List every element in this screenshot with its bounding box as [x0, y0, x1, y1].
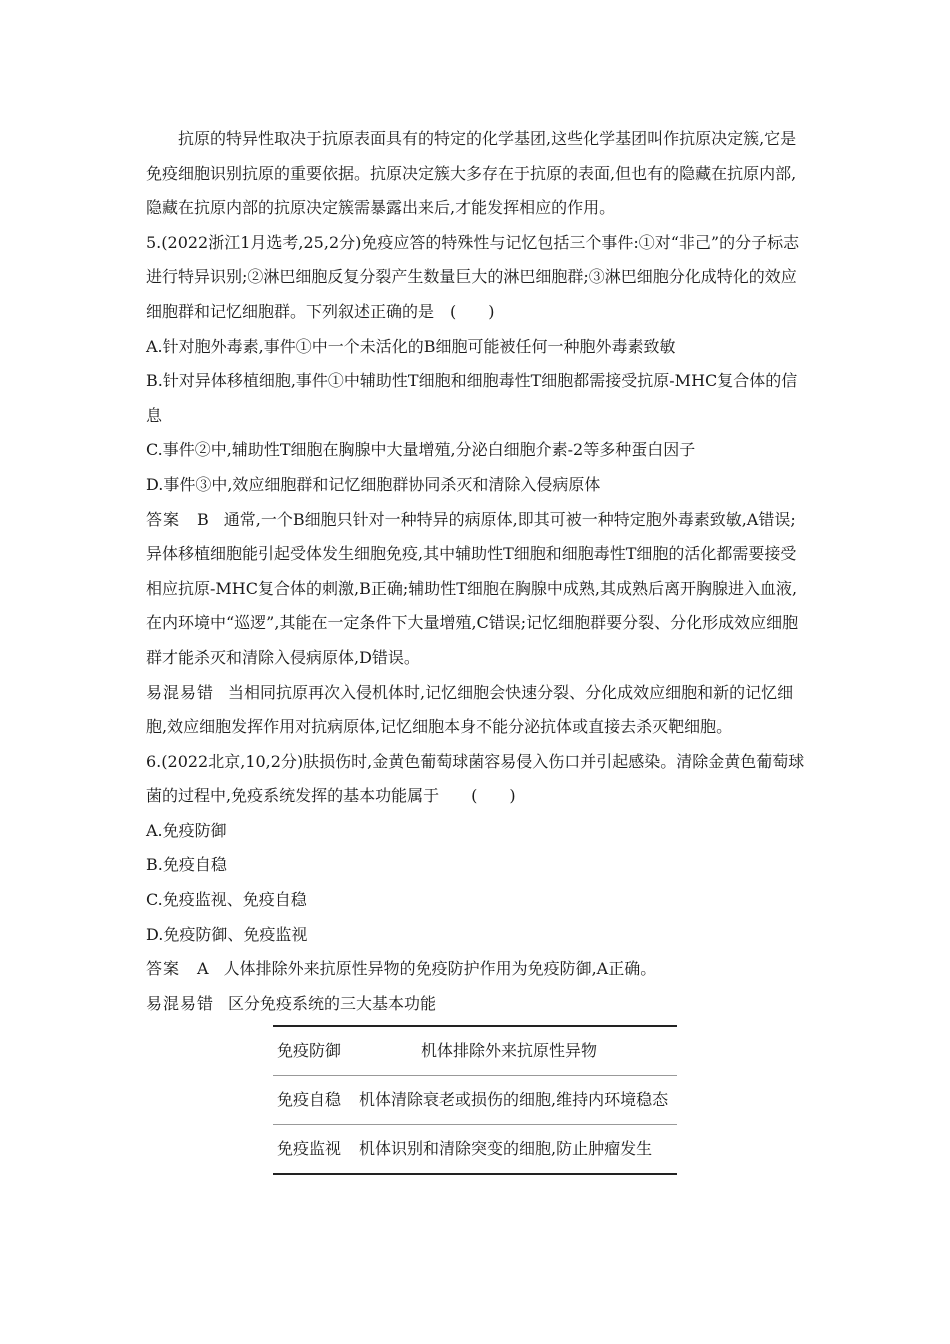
table-cell-function: 免疫防御 [273, 1026, 355, 1076]
q6-answer-label: 答案 A [146, 959, 210, 979]
q6-answer [146, 952, 806, 987]
q6-option-c: C.免疫监视、免疫自稳 [146, 890, 307, 910]
q6-option-b: B.免疫自稳 [146, 855, 227, 875]
document-page [146, 122, 806, 1175]
table-cell-description: 机体排除外来抗原性异物 [355, 1026, 677, 1076]
q5-option-d: D.事件③中,效应细胞群和记忆细胞群协同杀灭和清除入侵病原体 [146, 474, 601, 494]
q5-tip-label: 易混易错 [146, 682, 215, 702]
q6-tip-text: 区分免疫系统的三大基本功能 [228, 993, 437, 1013]
q5-answer [146, 503, 806, 676]
q5-tip-text: 当相同抗原再次入侵机体时,记忆细胞会快速分裂、分化成效应细胞和新的记忆细胞,效应细胞发挥作用对抗病原体,记忆细胞本身不能分泌抗体或直接去杀灭靶细胞。 [146, 682, 794, 737]
table-row [273, 1125, 677, 1175]
q6-tip [146, 987, 806, 1022]
q6-option-d: D.免疫防御、免疫监视 [146, 924, 308, 944]
q6-option-a: A.免疫防御 [146, 820, 227, 840]
q5-answer-text: 通常,一个B细胞只针对一种特异的病原体,即其可被一种特定胞外毒素致敏,A错误;异体移植细胞能引起受体发生细胞免疫,其中辅助性T细胞和细胞毒性T细胞的活化都需要接受相应抗原-MHC复合体的刺激,B正确;辅助性T细胞在胸腺中成熟,其成熟后离开胸腺进入血液,在内环境中“巡逻”,其能在一定条件下大量增殖,C错误;记忆细胞群要分裂、分化形成效应细胞群才能杀灭和清除入侵病原体,D错误。 [146, 509, 799, 667]
immune-function-table [273, 1025, 677, 1175]
table-cell-function: 免疫监视 [273, 1125, 355, 1175]
q6-tip-label: 易混易错 [146, 993, 215, 1013]
q5-tip [146, 676, 806, 745]
q6-stem: 6.(2022北京,10,2分)肤损伤时,金黄色葡萄球菌容易侵入伤口并引起感染。清除金黄色葡萄球菌的过程中,免疫系统发挥的基本功能属于 ( ) [146, 751, 805, 806]
table-row [273, 1026, 677, 1076]
q5-stem: 5.(2022浙江1月选考,25,2分)免疫应答的特殊性与记忆包括三个事件:①对“非己”的分子标志进行特异识别;②淋巴细胞反复分裂产生数量巨大的淋巴细胞群;③淋巴细胞分化成特化的效应细胞群和记忆细胞群。下列叙述正确的是 ( ) [146, 232, 800, 321]
table-cell-description: 机体识别和清除突变的细胞,防止肿瘤发生 [355, 1125, 677, 1175]
q5-option-b: B.针对异体移植细胞,事件①中辅助性T细胞和细胞毒性T细胞都需接受抗原-MHC复合体的信息 [146, 371, 798, 425]
q5-option-c: C.事件②中,辅助性T细胞在胸腺中大量增殖,分泌白细胞介素-2等多种蛋白因子 [146, 440, 696, 460]
q5-option-a: A.针对胞外毒素,事件①中一个未活化的B细胞可能被任何一种胞外毒素致敏 [146, 336, 676, 356]
intro-paragraph: 抗原的特异性取决于抗原表面具有的特定的化学基团,这些化学基团叫作抗原决定簇,它是免疫细胞识别抗原的重要依据。抗原决定簇大多存在于抗原的表面,但也有的隐藏在抗原内部,隐藏在抗原内部的抗原决定簇需暴露出来后,才能发挥相应的作用。 [146, 129, 797, 218]
q5-answer-label: 答案 B [146, 509, 210, 529]
q6-answer-text: 人体排除外来抗原性异物的免疫防护作用为免疫防御,A正确。 [223, 959, 657, 979]
table-cell-function: 免疫自稳 [273, 1076, 355, 1125]
table-row [273, 1076, 677, 1125]
table-cell-description: 机体清除衰老或损伤的细胞,维持内环境稳态 [355, 1076, 677, 1125]
